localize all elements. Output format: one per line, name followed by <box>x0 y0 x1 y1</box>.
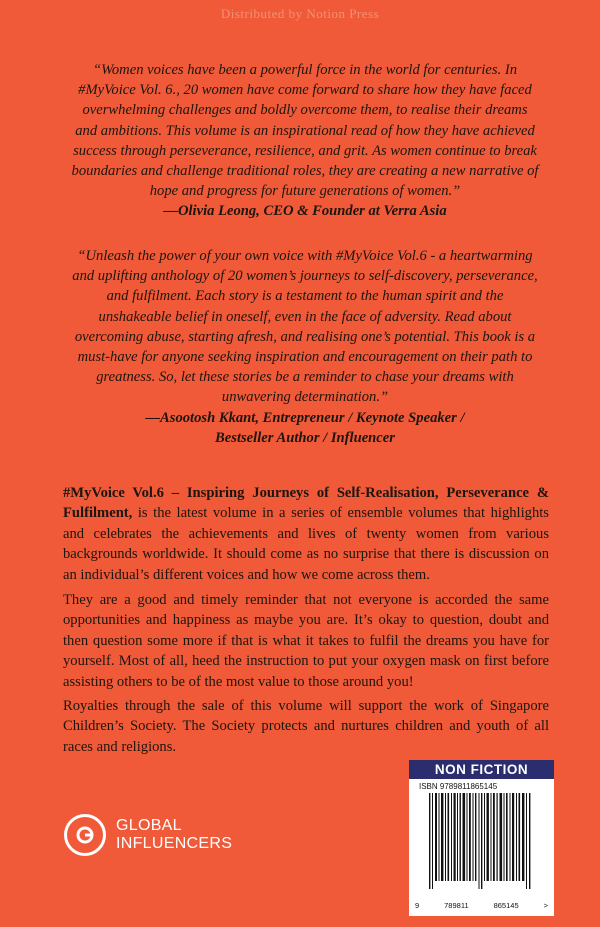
publisher-name-line1: GLOBAL <box>116 817 182 834</box>
endorsement-quote-2 <box>70 246 540 448</box>
barcode-digit-1: 789811 <box>444 901 469 910</box>
global-influencers-icon <box>64 814 106 856</box>
quote-2-text: “Unleash the power of your own voice with #MyVoice Vol.6 - a heartwarming and uplifting anthology of 20 women’s journeys to self-discovery, perseverance, and fulfilment. Each story is a testament to the human spirit and the unshakeable belief in oneself, even in the face of adversity. Read about overcoming abuse, starting afresh, and realising one’s potential. This book is a must-have for anyone seeking inspiration and encouragement on their path to greatness. So, let these stories be a reminder to chase your dreams with unwavering determination.” <box>72 248 538 406</box>
barcode-digit-3: > <box>543 901 548 910</box>
isbn-label: ISBN 9789811865145 <box>419 782 498 791</box>
publisher-name-line2: INFLUENCERS <box>116 835 233 852</box>
barcode-digits <box>415 901 548 910</box>
barcode-block <box>409 760 554 916</box>
barcode-digit-0: 9 <box>415 901 420 910</box>
quote-1-attribution: —Olivia Leong, CEO & Founder at Verra Asia <box>163 203 447 220</box>
quote-2-attribution-line2: Bestseller Author / Influencer <box>215 429 395 446</box>
description-paragraph-2: They are a good and timely reminder that not everyone is accorded the same opportunities and happiness as maybe you are. It’s okay to question, doubt and then question some more if that is what it takes to fulfil the dreams you have for yourself. Most of all, heed the instruction to put your oxygen mask on first before assisting others to be of the most value to those around you! <box>63 592 549 690</box>
barcode-digit-2: 865145 <box>493 901 519 910</box>
distributor-watermark: Distributed by Notion Press <box>220 6 380 21</box>
barcode-bars <box>421 793 543 895</box>
quote-1-text: “Women voices have been a powerful force in the world for centuries. In #MyVoice Vol. 6., 20 women have come forward to share how they have faced overwhelming challenges and boldly overcome them, to realise their dreams and ambitions. This volume is an inspirational read of how they have achieved success through perseverance, resilience, and grit. As women continue to break boundaries and challenge traditional roles, they are creating a new narrative of hope and progress for future generations of women.” <box>71 62 539 200</box>
description-paragraph-1 <box>63 483 549 585</box>
book-title-bold: #MyVoice Vol.6 – Inspiring Journeys of Self-Realisation, Perseverance & Fulfilment, <box>63 485 549 522</box>
quote-2-attribution-line1: —Asootosh Kkant, Entrepreneur / Keynote Speaker / <box>145 409 465 426</box>
endorsement-quote-1 <box>70 60 540 222</box>
genre-banner: NON FICTION <box>409 760 554 779</box>
description-paragraph-3: Royalties through the sale of this volume will support the work of Singapore Children’s Society. The Society protects and nurtures children and youth of all races and religions. <box>63 698 549 755</box>
publisher-name <box>116 817 232 853</box>
description-p1-rest: is the latest volume in a series of ensemble volumes that highlights and celebrates the achievements and lives of twenty women from various backgrounds worldwide. It should come as no surprise that there is discussion on an individual’s different voices and how we come across them. <box>63 505 549 583</box>
publisher-logo <box>64 814 232 856</box>
